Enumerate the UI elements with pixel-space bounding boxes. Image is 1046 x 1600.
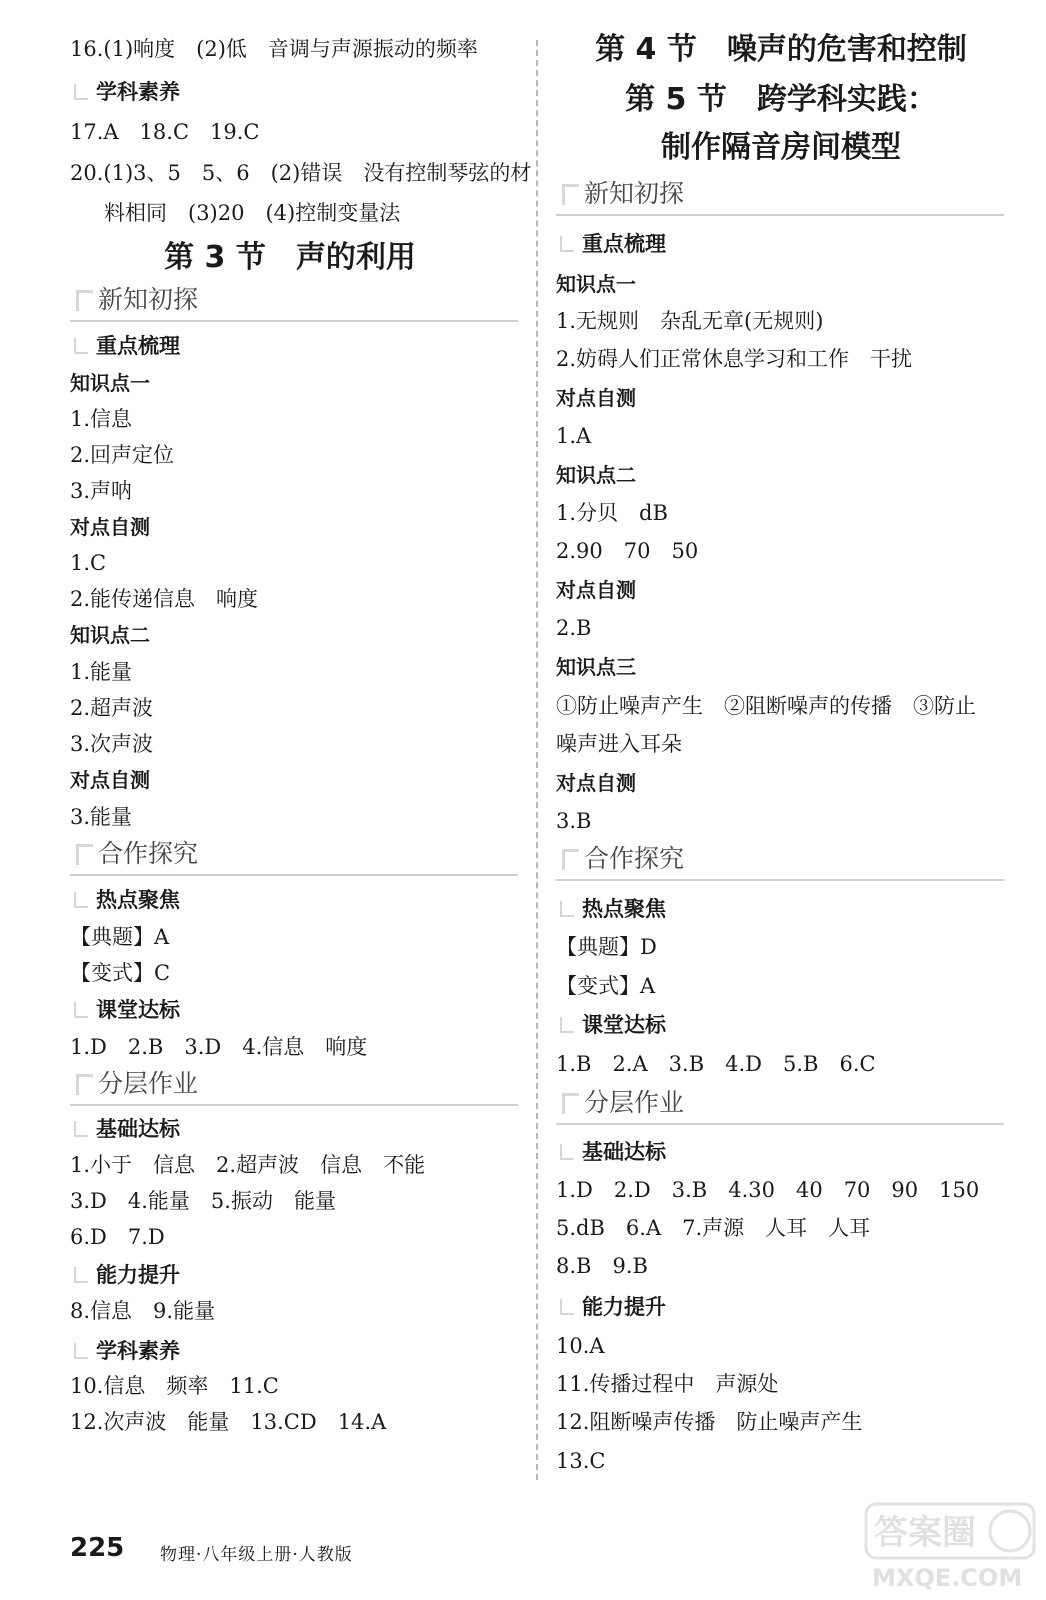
answer-line: 1.B 2.A 3.B 4.D 5.B 6.C bbox=[556, 1052, 876, 1076]
answer-line: 料相同 (3)20 (4)控制变量法 bbox=[104, 201, 401, 225]
chapter-title: 第 4 节 噪声的危害和控制 bbox=[595, 32, 967, 67]
subsection-heading: 基础达标 bbox=[556, 1139, 666, 1165]
answer-line: 1.无规则 杂乱无章(无规则) bbox=[556, 309, 824, 333]
section-heading: 新知初探 bbox=[556, 178, 1004, 216]
answer-line: 12.阻断噪声传播 防止噪声产生 bbox=[556, 1410, 863, 1434]
answer-line: 13.C bbox=[556, 1449, 606, 1473]
subsection-heading: 课堂达标 bbox=[70, 997, 180, 1023]
subsection-heading: 课堂达标 bbox=[556, 1012, 666, 1038]
knowledge-point-label: 对点自测 bbox=[70, 768, 150, 792]
answer-line: 17.A 18.C 19.C bbox=[70, 120, 260, 144]
answer-line: 20.(1)3、5 5、6 (2)错误 没有控制琴弦的材 bbox=[70, 161, 532, 185]
subsection-heading: 学科素养 bbox=[70, 1338, 180, 1364]
answer-line: 10.信息 频率 11.C bbox=[70, 1374, 279, 1398]
subsection-heading: 能力提升 bbox=[70, 1262, 180, 1288]
subsection-heading: 基础达标 bbox=[70, 1116, 180, 1142]
answer-line: 【变式】A bbox=[556, 974, 656, 998]
answer-line: 2.90 70 50 bbox=[556, 539, 699, 563]
section-heading: 新知初探 bbox=[70, 284, 518, 322]
subsection-heading: 重点梳理 bbox=[70, 333, 180, 359]
chapter-title: 制作隔音房间模型 bbox=[661, 130, 901, 165]
answer-line: 1.能量 bbox=[70, 660, 133, 684]
page-number: 225 bbox=[70, 1533, 125, 1563]
subsection-heading: 热点聚焦 bbox=[556, 896, 666, 922]
answer-line: 1.D 2.D 3.B 4.30 40 70 90 150 bbox=[556, 1178, 980, 1202]
answer-line: 1.分贝 dB bbox=[556, 501, 668, 525]
answer-line: 11.传播过程中 声源处 bbox=[556, 1372, 779, 1396]
answer-line: 1.D 2.B 3.D 4.信息 响度 bbox=[70, 1035, 368, 1059]
answer-line: 2.超声波 bbox=[70, 696, 154, 720]
subsection-heading: 学科素养 bbox=[70, 79, 180, 105]
answer-line: 2.能传递信息 响度 bbox=[70, 587, 259, 611]
watermark-bottom-text: MXQE.COM bbox=[872, 1564, 1023, 1592]
chapter-title: 第 5 节 跨学科实践： bbox=[625, 82, 937, 117]
answer-line: 8.B 9.B bbox=[556, 1254, 648, 1278]
knowledge-point-label: 知识点一 bbox=[70, 371, 150, 395]
answer-line: 6.D 7.D bbox=[70, 1225, 165, 1249]
answer-line: 2.妨碍人们正常休息学习和工作 干扰 bbox=[556, 347, 913, 371]
watermark-logo bbox=[862, 1500, 1038, 1592]
section-heading: 合作探究 bbox=[70, 838, 518, 876]
subsection-heading: 能力提升 bbox=[556, 1294, 666, 1320]
knowledge-point-label: 对点自测 bbox=[556, 771, 636, 795]
knowledge-point-label: 知识点三 bbox=[556, 655, 636, 679]
answer-line: 12.次声波 能量 13.CD 14.A bbox=[70, 1410, 387, 1434]
answer-line: 噪声进入耳朵 bbox=[556, 732, 682, 756]
column-divider bbox=[536, 40, 538, 1480]
subsection-heading: 重点梳理 bbox=[556, 231, 666, 257]
answer-line: 16.(1)响度 (2)低 音调与声源振动的频率 bbox=[70, 37, 478, 61]
answer-line: 1.小于 信息 2.超声波 信息 不能 bbox=[70, 1153, 426, 1177]
watermark-top-text: 答案圈 bbox=[874, 1513, 976, 1553]
answer-line: 2.B bbox=[556, 616, 592, 640]
knowledge-point-label: 知识点一 bbox=[556, 272, 636, 296]
answer-line: 3.D 4.能量 5.振动 能量 bbox=[70, 1189, 336, 1213]
answer-line: 3.能量 bbox=[70, 805, 133, 829]
answer-line: 【典题】A bbox=[70, 925, 170, 949]
answer-line: 1.C bbox=[70, 551, 107, 575]
knowledge-point-label: 对点自测 bbox=[556, 578, 636, 602]
knowledge-point-label: 对点自测 bbox=[556, 386, 636, 410]
section-heading: 分层作业 bbox=[556, 1087, 1004, 1125]
answer-line: 3.B bbox=[556, 809, 592, 833]
knowledge-point-label: 对点自测 bbox=[70, 515, 150, 539]
knowledge-point-label: 知识点二 bbox=[556, 463, 636, 487]
answer-line: 【变式】C bbox=[70, 961, 171, 985]
answer-line: 【典题】D bbox=[556, 935, 657, 959]
section-heading: 分层作业 bbox=[70, 1068, 518, 1106]
section-heading: 合作探究 bbox=[556, 843, 1004, 881]
answer-line: 5.dB 6.A 7.声源 人耳 人耳 bbox=[556, 1216, 871, 1240]
answer-line: 2.回声定位 bbox=[70, 443, 175, 467]
knowledge-point-label: 知识点二 bbox=[70, 623, 150, 647]
answer-line: 3.声呐 bbox=[70, 479, 133, 503]
chapter-title: 第 3 节 声的利用 bbox=[164, 240, 416, 275]
answer-line: ①防止噪声产生 ②阻断噪声的传播 ③防止 bbox=[556, 694, 976, 718]
subsection-heading: 热点聚焦 bbox=[70, 887, 180, 913]
answer-line: 10.A bbox=[556, 1334, 605, 1358]
answer-line: 8.信息 9.能量 bbox=[70, 1299, 216, 1323]
book-info: 物理·八年级上册·人教版 bbox=[160, 1545, 353, 1565]
answer-line: 1.信息 bbox=[70, 407, 133, 431]
answer-line: 3.次声波 bbox=[70, 732, 154, 756]
answer-line: 1.A bbox=[556, 424, 592, 448]
